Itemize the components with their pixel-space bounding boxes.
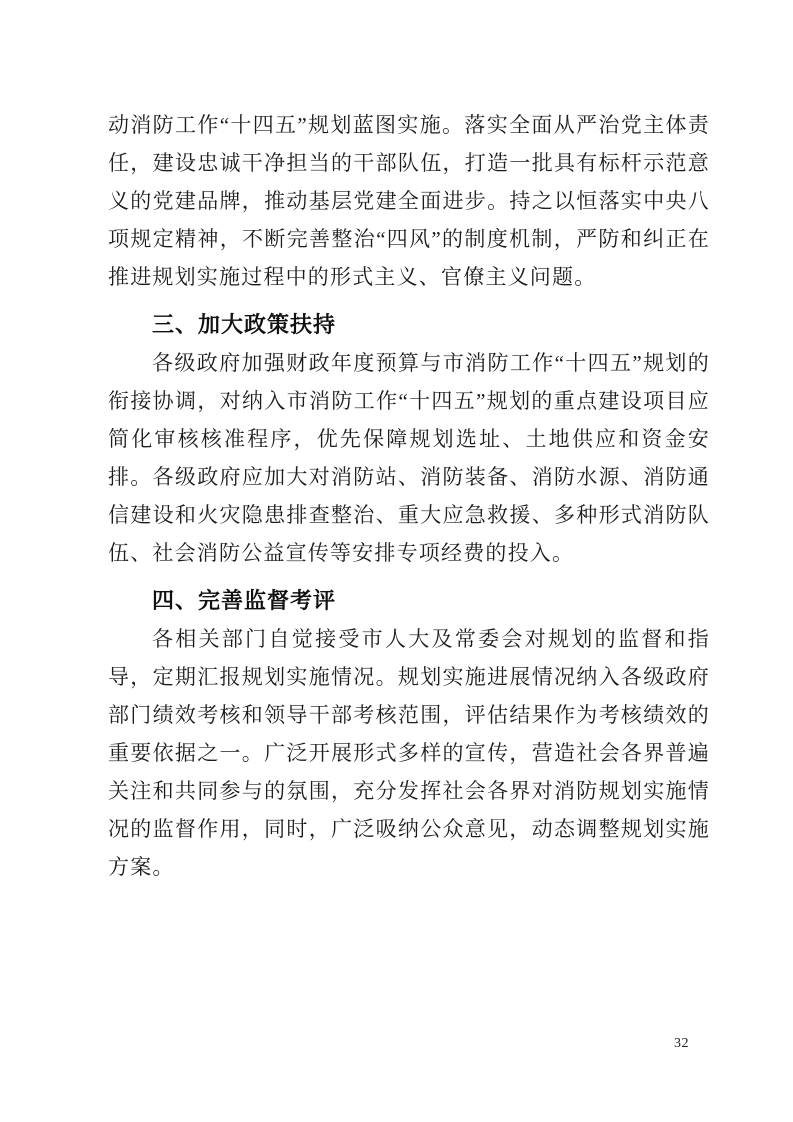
paragraph-continuation: 动消防工作“十四五”规划蓝图实施。落实全面从严治党主体责任，建设忠诚干净担当的干部队伍，打造一批具有标杆示范意义的党建品牌，推动基层党建全面进步。持之以恒落实中央八项规定精神，不断完善整治“四风”的制度机制，严防和纠正在推进规划实施过程中的形式主义、官僚主义问题。 xyxy=(108,113,710,289)
page-content xyxy=(108,106,710,886)
paragraph-policy-support: 各级政府加强财政年度预算与市消防工作“十四五”规划的衔接协调，对纳入市消防工作“十四五”规划的重点建设项目应简化审核核准程序，优先保障规划选址、土地供应和资金安排。各级政府应加大对消防站、消防装备、消防水源、消防通信建设和火灾隐患排查整治、重大应急救援、多种形式消防队伍、社会消防公益宣传等安排专项经费的投入。 xyxy=(108,351,710,565)
paragraph-supervision-evaluation: 各相关部门自觉接受市人大及常委会对规划的监督和指导，定期汇报规划实施情况。规划实施进展情况纳入各级政府部门绩效考核和领导干部考核范围，评估结果作为考核绩效的重要依据之一。广泛开展形式多样的宣传，营造社会各界普遍关注和共同参与的氛围，充分发挥社会各界对消防规划实施情况的监督作用，同时，广泛吸纳公众意见，动态调整规划实施方案。 xyxy=(108,627,710,879)
section-heading-policy-support: 三、加大政策扶持 xyxy=(152,312,337,337)
page-number: 32 xyxy=(674,1036,689,1051)
section-heading-supervision-evaluation: 四、完善监督考评 xyxy=(152,588,337,613)
